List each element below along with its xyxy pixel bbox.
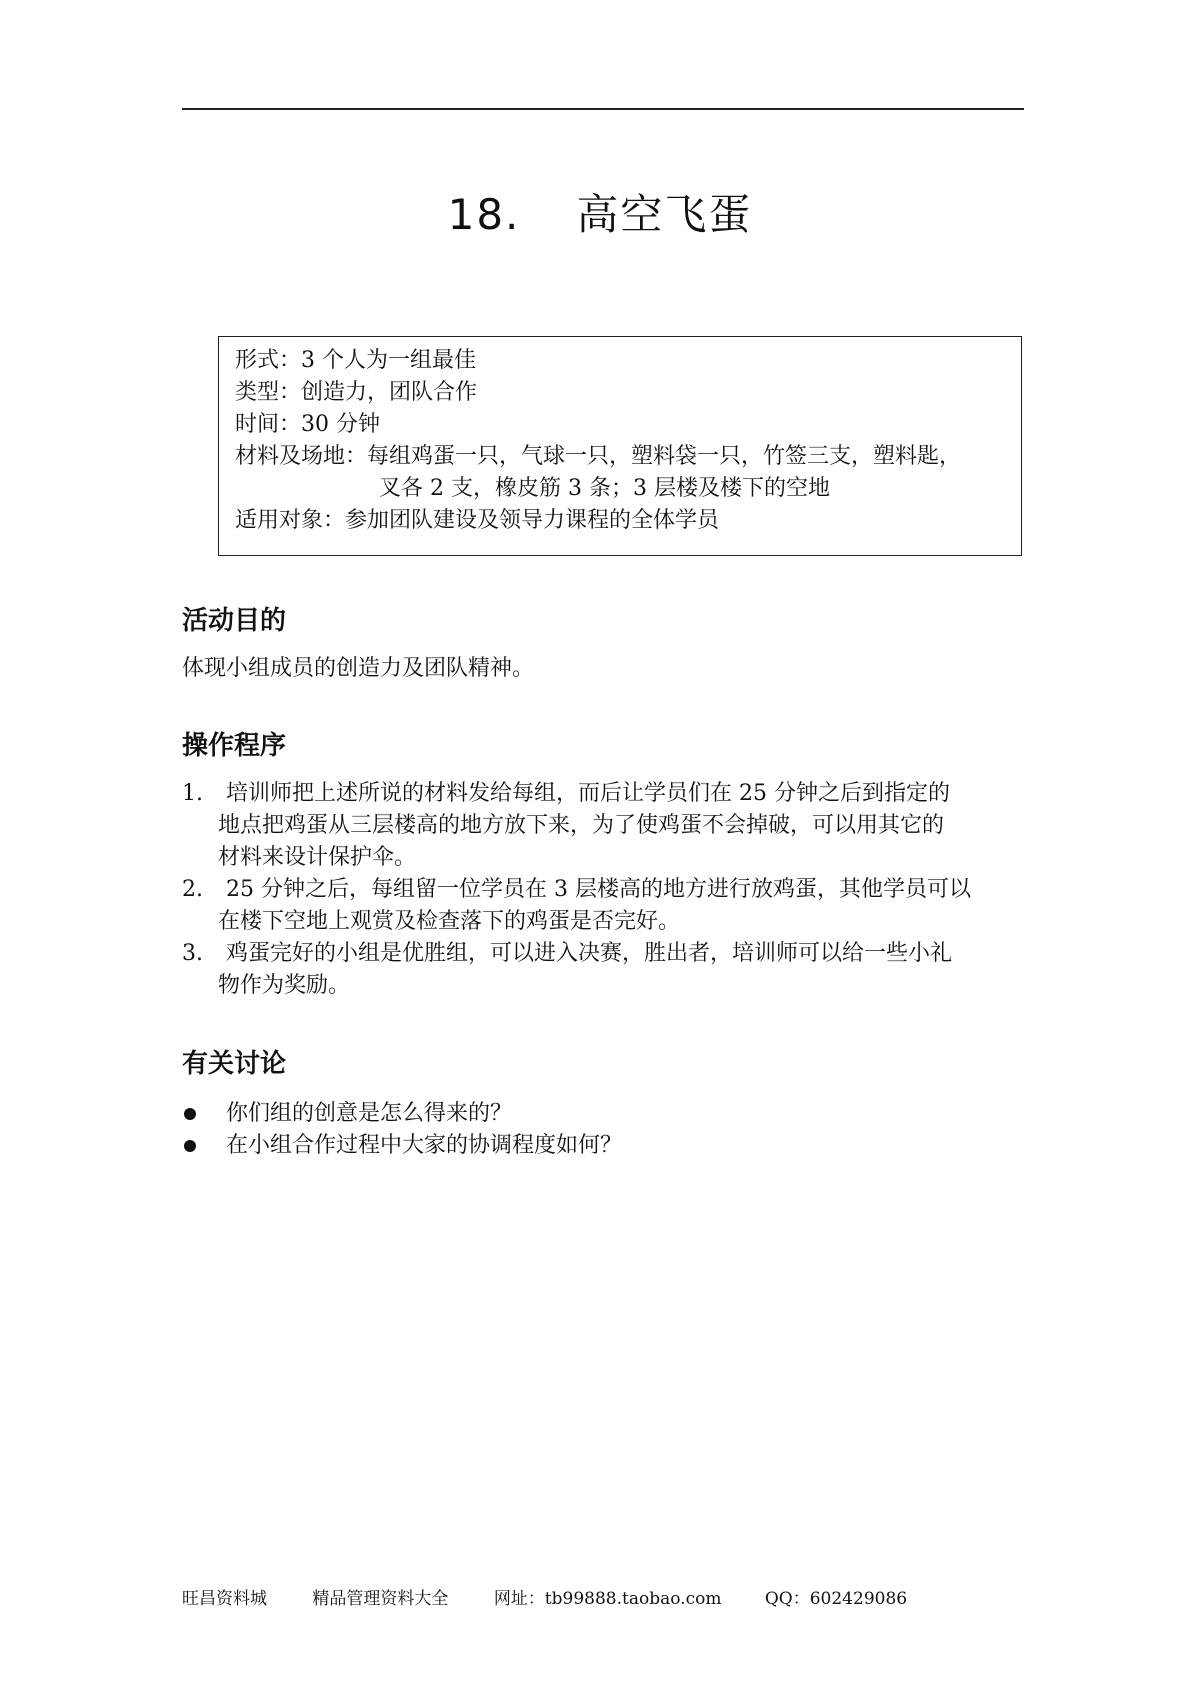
- info-format: 形式：3 个人为一组最佳: [235, 348, 476, 373]
- step-line: 物作为奖励。: [218, 973, 351, 998]
- step-line: 材料来设计保护伞。: [218, 845, 417, 870]
- title-number: 18.: [447, 190, 521, 239]
- info-materials-cont: 叉各 2 支，橡皮筋 3 条；3 层楼及楼下的空地: [379, 476, 830, 501]
- purpose-text: 体现小组成员的创造力及团队精神。: [182, 656, 535, 681]
- info-audience: 适用对象：参加团队建设及领导力课程的全体学员: [235, 508, 720, 533]
- step-line: 地点把鸡蛋从三层楼高的地方放下来，为了使鸡蛋不会掉破，可以用其它的: [218, 813, 945, 838]
- purpose-heading: 活动目的: [182, 606, 287, 636]
- step-item: [182, 778, 1032, 874]
- step-item: [182, 874, 1032, 938]
- discussion-heading: 有关讨论: [182, 1049, 287, 1079]
- step-line: 培训师把上述所说的材料发给每组，而后让学员们在 25 分钟之后到指定的: [226, 781, 950, 806]
- page-title: [0, 182, 1200, 242]
- footer-shop: 旺昌资料城: [182, 1589, 267, 1609]
- bullet-icon: [184, 1108, 196, 1120]
- footer-qq: QQ：602429086: [764, 1589, 908, 1609]
- step-line: 在楼下空地上观赏及检查落下的鸡蛋是否完好。: [218, 909, 681, 934]
- step-number: 2.: [182, 877, 203, 902]
- header-rule: [182, 108, 1024, 110]
- step-number: 1.: [182, 781, 203, 806]
- discussion-list: [182, 1098, 622, 1162]
- title-text: 高空飞蛋: [576, 190, 753, 239]
- procedure-heading: 操作程序: [182, 731, 287, 761]
- discussion-item: [182, 1098, 622, 1130]
- step-line: 鸡蛋完好的小组是优胜组，可以进入决赛，胜出者，培训师可以给一些小礼: [226, 941, 953, 966]
- info-type: 类型：创造力，团队合作: [235, 380, 478, 405]
- step-line: 25 分钟之后，每组留一位学员在 3 层楼高的地方进行放鸡蛋，其他学员可以: [226, 877, 971, 902]
- info-time: 时间：30 分钟: [235, 412, 380, 437]
- discussion-text: 在小组合作过程中大家的协调程度如何？: [226, 1133, 623, 1158]
- bullet-icon: [184, 1140, 196, 1152]
- page-footer: [182, 1584, 947, 1609]
- step-number: 3.: [182, 941, 203, 966]
- activity-info-box: [218, 336, 1022, 556]
- discussion-item: [182, 1130, 622, 1162]
- procedure-steps: [182, 778, 1032, 1002]
- discussion-text: 你们组的创意是怎么得来的？: [226, 1101, 513, 1126]
- info-materials: 材料及场地：每组鸡蛋一只，气球一只，塑料袋一只，竹签三支，塑料匙，: [235, 444, 962, 469]
- footer-website: 网址：tb99888.taobao.com: [493, 1589, 722, 1609]
- footer-slogan: 精品管理资料大全: [312, 1589, 449, 1609]
- step-item: [182, 938, 1032, 1002]
